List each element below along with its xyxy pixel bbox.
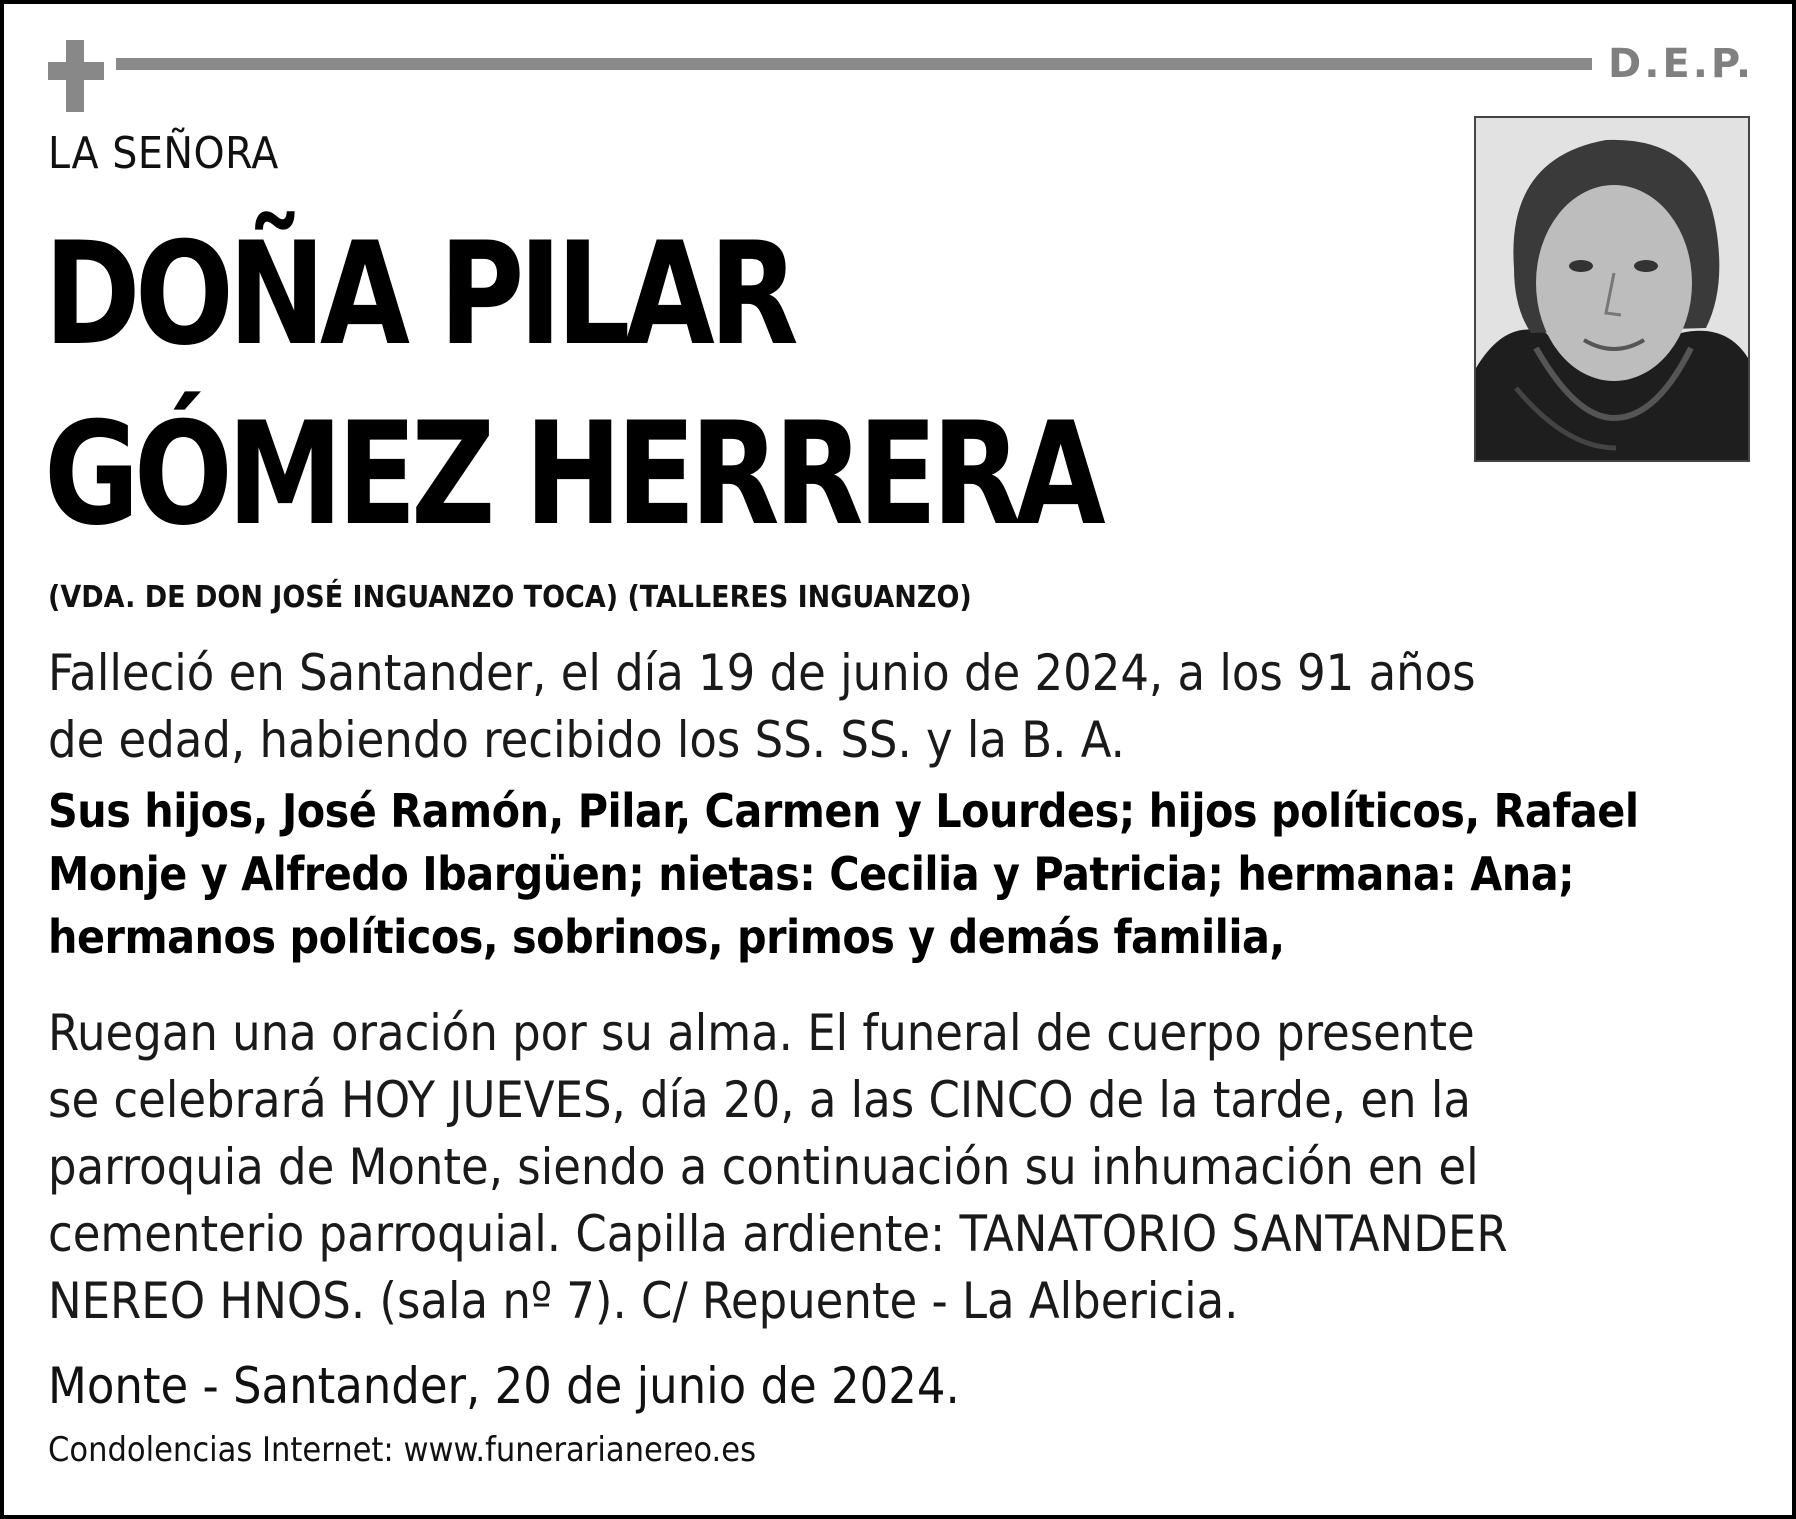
latin-cross-icon: [48, 40, 104, 112]
frame-left-border: [0, 0, 4, 1519]
death-announcement: [48, 640, 1748, 774]
funeral-line: se celebrará HOY JUEVES, día 20, a las CINCO de la tarde, en la: [48, 1071, 1471, 1129]
funeral-details: [48, 1000, 1748, 1335]
deceased-name-line2: GÓMEZ HERRERA: [44, 392, 1100, 557]
honorific: LA SEÑORA: [48, 128, 279, 179]
death-line: de edad, habiendo recibido los SS. SS. y la B. A.: [48, 711, 1125, 769]
widow-note: (VDA. DE DON JOSÉ INGUANZO TOCA) (TALLERES INGUANZO): [48, 580, 972, 615]
frame-top-border: [0, 0, 1796, 4]
header-rule: [116, 58, 1592, 70]
condolences-line: Condolencias Internet: www.funerarianereo.es: [48, 1430, 757, 1470]
place-and-date: Monte - Santander, 20 de junio de 2024.: [48, 1357, 960, 1415]
portrait-photo: [1474, 116, 1750, 462]
family-line: Monje y Alfredo Ibargüen; nietas: Cecilia y Patricia; hermana: Ana;: [48, 847, 1575, 901]
funeral-line: cementerio parroquial. Capilla ardiente: TANATORIO SANTANDER: [48, 1205, 1508, 1263]
family-list: [48, 780, 1768, 969]
family-line: hermanos políticos, sobrinos, primos y demás familia,: [48, 910, 1285, 964]
family-line: Sus hijos, José Ramón, Pilar, Carmen y Lourdes; hijos políticos, Rafael: [48, 784, 1639, 838]
death-line: Falleció en Santander, el día 19 de junio de 2024, a los 91 años: [48, 644, 1476, 702]
deceased-name-line1: DOÑA PILAR: [44, 212, 793, 377]
funeral-line: NEREO HNOS. (sala nº 7). C/ Repuente - La Albericia.: [48, 1272, 1239, 1330]
funeral-line: Ruegan una oración por su alma. El funeral de cuerpo presente: [48, 1004, 1475, 1062]
dep-label: D.E.P.: [1608, 41, 1755, 87]
funeral-line: parroquia de Monte, siendo a continuación su inhumación en el: [48, 1138, 1479, 1196]
